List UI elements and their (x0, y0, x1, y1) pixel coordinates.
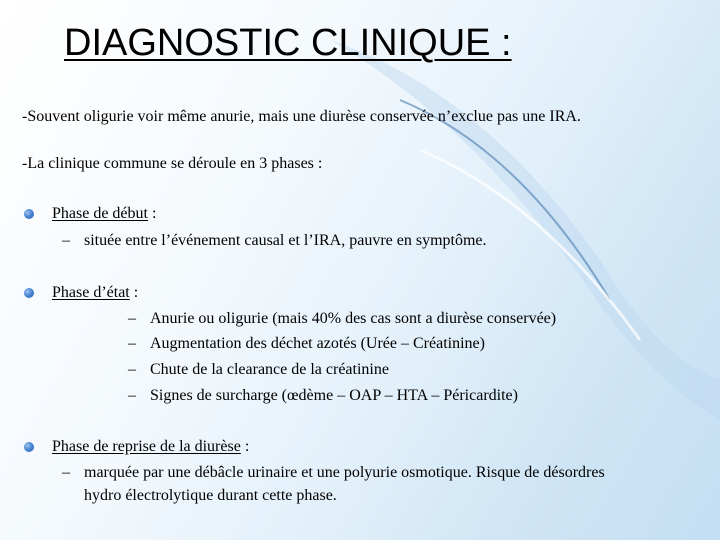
dash-marker: – (128, 335, 136, 352)
phase-item-text: Augmentation des déchet azotés (Urée – Créatinine) (150, 335, 485, 352)
phase-heading-label: Phase de reprise de la diurèse (52, 438, 241, 455)
phase-item-continuation: hydro électrolytique durant cette phase. (84, 487, 337, 504)
dash-marker: – (62, 464, 70, 481)
phase-item (128, 335, 485, 353)
phase-heading-suffix: : (129, 284, 139, 301)
phase-item-text: Chute de la clearance de la créatinine (150, 361, 389, 378)
phase-item (62, 464, 605, 482)
dash-marker: – (128, 310, 136, 327)
phase-heading-reprise (52, 438, 249, 456)
intro-line-2: -La clinique commune se déroule en 3 phases : (22, 155, 323, 172)
phase-item-text: Anurie ou oligurie (mais 40% des cas sont a diurèse conservée) (150, 310, 557, 327)
phase-item (62, 232, 487, 250)
phase-heading-label: Phase de début (52, 205, 148, 222)
bullet-icon (24, 288, 34, 298)
bullet-icon (24, 442, 34, 452)
phase-item (128, 387, 518, 405)
phase-heading-etat (52, 284, 138, 302)
intro-line-1: -Souvent oligurie voir même anurie, mais une diurèse conservée n’exclue pas une IRA. (22, 108, 581, 125)
phase-heading-suffix: : (147, 205, 157, 222)
bullet-icon (24, 209, 34, 219)
phase-heading-debut (52, 205, 156, 223)
dash-marker: – (128, 387, 136, 404)
phase-heading-label: Phase d’état (52, 284, 130, 301)
phase-item (128, 361, 389, 379)
dash-marker: – (62, 232, 70, 249)
dash-marker: – (128, 361, 136, 378)
phase-item (128, 310, 556, 328)
phase-heading-suffix: : (240, 438, 250, 455)
phase-item-text: située entre l’événement causal et l’IRA, pauvre en symptôme. (84, 232, 487, 249)
page-title: DIAGNOSTIC CLINIQUE : (64, 22, 512, 64)
phase-item-text: Signes de surcharge (œdème – OAP – HTA – Péricardite) (150, 387, 518, 404)
phase-item-text: marquée par une débâcle urinaire et une polyurie osmotique. Risque de désordres (84, 464, 605, 481)
